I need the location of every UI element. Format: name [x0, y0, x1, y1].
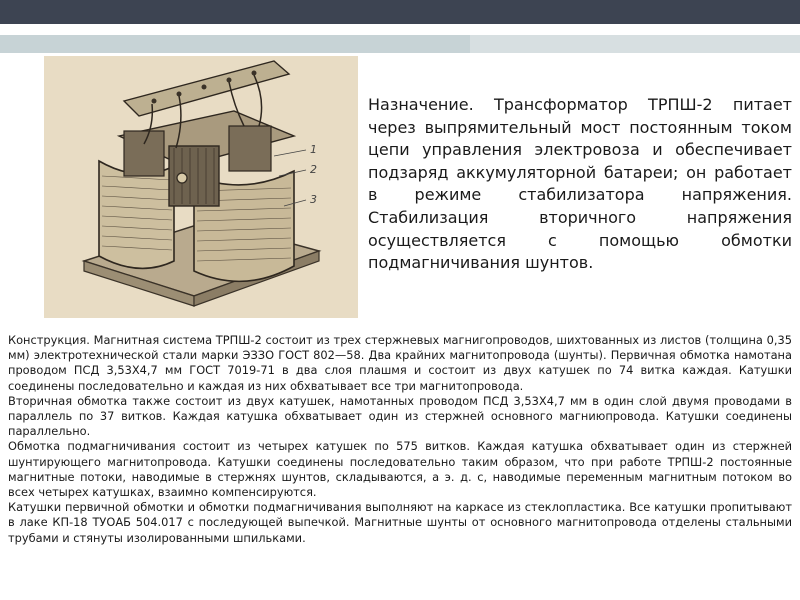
construction-paragraph: Конструкция. Магнитная система ТРПШ-2 состоит из трех стержневых магнигопроводов, шихтованных из листов (толщина 0,35 мм) электротехнической стали марки ЭЗЗО ГОСТ 802—58. Два крайних магнитопровода (шунты). Первичная обмотка намотана проводом ПСД 3,53Х4,7 мм ГОСТ 7019-71 в два слоя плашмя и состоит из двух катушек по 74 витка каждая. Катушки соединены последовательно и каждая из них обхватывает все три магнитопровода. [8, 333, 792, 393]
coil-insulation-paragraph: Катушки первичной обмотки и обмотки подмагничивания выполняют на каркасе из стеклопластика. Все катушки пропитывают в лаке КП-18 ТУОАБ 504.017 с последующей выпечкой. Магнитные шунты от основного магнитопровода отделены стальными трубами и стянуты изолированными шпильками. [8, 500, 792, 545]
transformer-illustration [44, 56, 358, 318]
callout-label-3: 3 [310, 193, 317, 206]
accent-band-right [470, 35, 800, 53]
secondary-winding-paragraph: Вторичная обмотка также состоит из двух катушек, намотанных проводом ПСД 3,53Х4,7 мм в один слой двумя проводами в параллель по 37 витков. Каждая катушка обхватывает один из стержней основного магниюпровода. Катушки соединены параллельно. [8, 393, 792, 439]
bias-winding-paragraph: Обмотка подмагничивания состоит из четырех катушек по 575 витков. Каждая катушка обхватывает один из стержней шунтирующего магнитопровода. Катушки соединены последовательно таким образом, что при работе ТРПШ-2 постоянные магнитные потоки, наводимые в стержнях шунтов, складываются, а э. д. с, наводимые переменным магнитным потоком во всех четырех катушках, взаимно компенсируются. [8, 439, 792, 500]
callout-label-2: 2 [310, 163, 317, 176]
title-bar-divider [0, 24, 800, 27]
transformer-drawing [44, 56, 358, 318]
accent-band [0, 35, 470, 53]
construction-text [8, 333, 792, 546]
title-bar [0, 0, 800, 24]
callout-label-1: 1 [310, 143, 317, 156]
purpose-paragraph: Назначение. Трансформатор ТРПШ-2 питает через выпрямительный мост постоянным током цепи управления электровоза и обеспечивает подзаряд аккумуляторной батареи; он работает в режиме стабилизатора напряжения. Стабилизация вторичного напряжения осуществляется с помощью обмотки подмагничивания шунтов. [368, 95, 792, 273]
